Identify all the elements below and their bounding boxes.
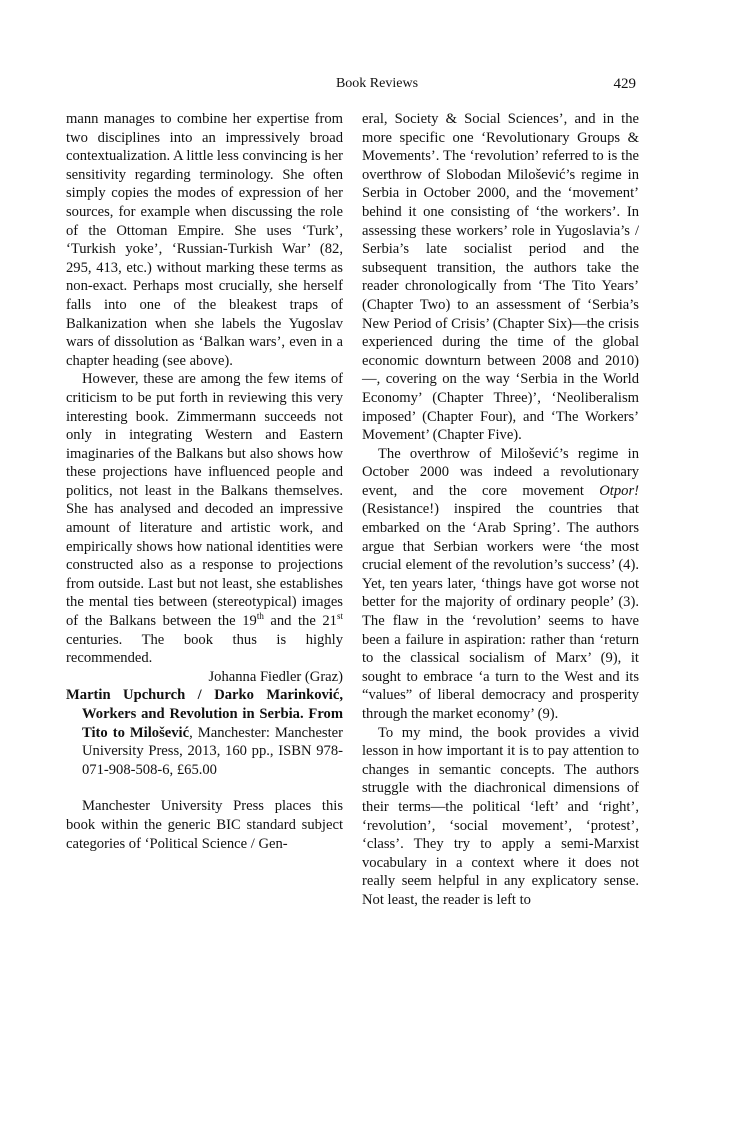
left-paragraph-3: Manchester University Press places this book within the generic BIC standard subject categories of ‘Political Science / Gen-: [66, 798, 343, 852]
left-paragraph-1: mann manages to combine her expertise from two disciplines into an impressively broad contextualization. A little less convincing is her sensitivity regarding terminology. She often simply copies the modes of expression of her sources, for example when discussing the role of the Ottoman Empire. She uses ‘Turk’, ‘Turkish yoke’, ‘Russian-Turkish War’ (82, 295, 413, etc.) without marking these terms as non-exact. Perhaps most crucially, she herself falls into one of the bleakest traps of Balkanization when she labels the Yugoslav wars of dissolution as ‘Balkan wars’, even in a chapter heading (see above).: [66, 111, 343, 369]
superscript-st: st: [336, 611, 343, 622]
right-paragraph-2-part-b: (Resistance!) inspired the countries that embarked on the ‘Arab Spring’. The authors argue that Serbian workers were ‘the most crucial element of the revolution’s success’ (4). Yet, ten years later, ‘things have got worse not better for the majority of ordinary people’ (3). The flaw in the ‘revolution’ seems to have been a failure in aspiration: rather than ‘return to the classical socialism of Marx’ (9), it sought to embrace ‘a turn to the West and its “values” of liberal democracy and prosperity through the market economy’ (9).: [362, 501, 639, 722]
left-column: [66, 110, 343, 853]
left-paragraph-2-part-a: However, these are among the few items of criticism to be put forth in reviewing this very interesting book. Zimmermann succeeds not only in integrating Western and Eastern imaginaries of the Balkans but also shows how these projections have influenced people and politics, not least in the Balkans themselves. She has analysed and decoded an impressive amount of literature and artistic work, and empirically shows how national identities were constructed also as a response to projections from outside. Last but not least, she establishes the mental ties between (stereotypical) images of the Balkans between the 19: [66, 371, 343, 630]
otpor-emphasis: Otpor!: [599, 482, 639, 499]
left-paragraph-2: [66, 370, 343, 668]
right-column: [362, 110, 639, 910]
right-paragraph-3: To my mind, the book provides a vivid lesson in how important it is to pay attention to changes in semantic concepts. The authors struggle with the diachronical dimensions of their terms—the political ‘left’ and ‘right’, ‘revolution’, ‘social movement’, ‘protest’, ‘class’. They try to apply a semi-Marxist vocabulary in a context where it does not really seem helpful in any explicatory sense. Not least, the reader is left to: [362, 724, 639, 908]
left-paragraph-2-part-b: and the 21: [263, 613, 337, 630]
right-paragraph-1: eral, Society & Social Sciences’, and in the more specific one ‘Revolutionary Groups & Movements’. The ‘revolution’ referred to is the overthrow of Slobodan Milošević’s regime in Serbia in October 2000, and the ‘movement’ behind it one consisting of ‘the workers’. In assessing these workers’ role in Yugoslavia’s / Serbia’s late socialist period and the subsequent transition, the authors take the reader chronologically from ‘The Tito Years’ (Chapter Two) to an assessment of ‘Serbia’s New Period of Crisis’ (Chapter Six)—the crisis experienced during the time of the global economic downturn between 2008 and 2010)—, covering on the way ‘Serbia in the World Economy’ (Chapter Three)’, ‘Neoliberalism imposed’ (Chapter Four), and ‘The Workers’ Movement’ (Chapter Five).: [362, 111, 639, 444]
left-paragraph-2-part-c: centuries. The book thus is highly recommended.: [66, 631, 343, 667]
spacer: [66, 779, 343, 797]
reviewer-signature: Johanna Fiedler (Graz): [208, 668, 343, 685]
review-book-title: Workers and Revolution in Serbia. From Tito to Milošević: [82, 706, 343, 741]
running-head: Book Reviews: [335, 76, 419, 91]
superscript-th: th: [256, 611, 264, 622]
right-paragraph-2: [362, 445, 639, 724]
review-heading: [66, 686, 343, 779]
review-publication-info: , Manchester: Manchester University Press, 2013, 160 pp., ISBN 978-071-908-508-6, £65.00: [82, 724, 343, 778]
right-paragraph-2-part-a: The overthrow of Milošević’s regime in October 2000 was indeed a revolutionary event, and the core movement: [362, 445, 639, 499]
page-number: 429: [613, 76, 636, 92]
review-authors: Martin Upchurch / Darko Marinković,: [66, 687, 343, 704]
